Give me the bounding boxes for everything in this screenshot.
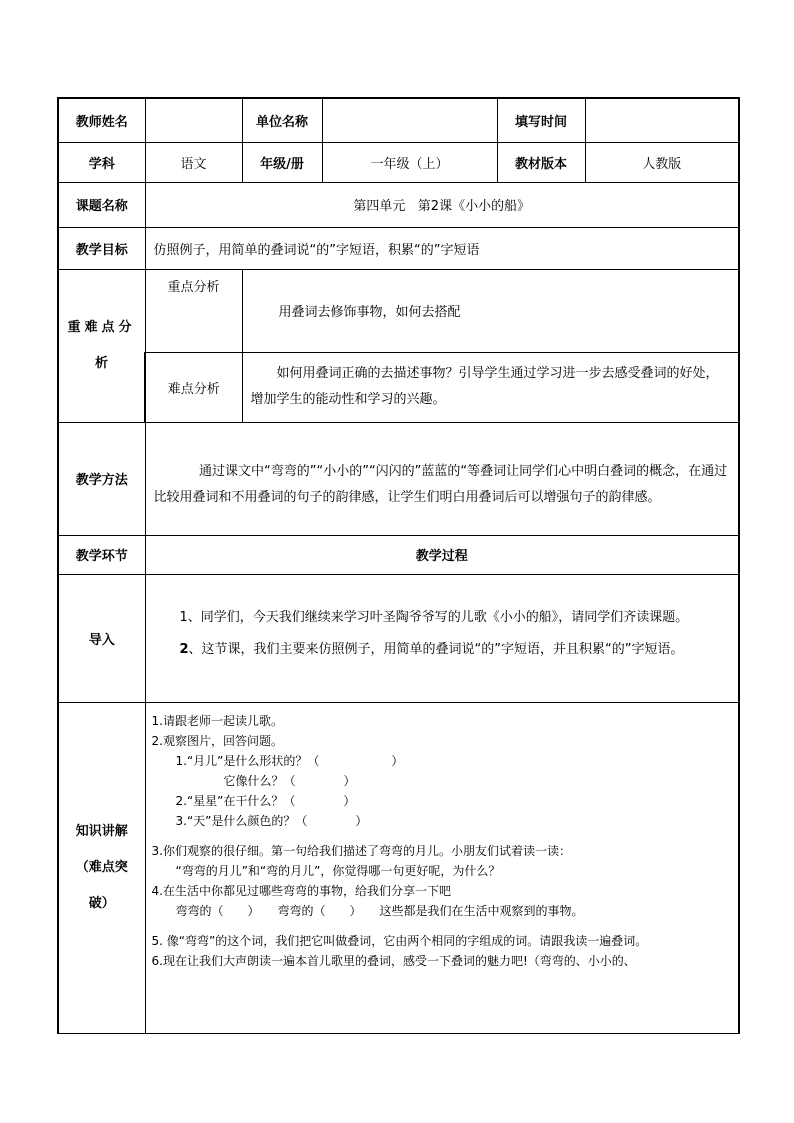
fill-date-field[interactable]	[585, 98, 739, 142]
unit-name-label: 单位名称	[242, 98, 322, 142]
info-row	[58, 142, 739, 182]
knowledge-line: 5. 像“弯弯”的这个词，我们把它叫做叠词，它由两个相同的字组成的词。请跟我读一遍叠词。	[151, 933, 648, 948]
topic-row	[58, 182, 739, 227]
hard-point-value: 如何用叠词正确的去描述事物？引导学生通过学习进一步去感受叠词的好处，增加学生的能动性和学习的兴趣。	[242, 352, 739, 422]
knowledge-line: 弯弯的（ ） 弯弯的（ ） 这些都是我们在生活中观察到的事物。	[151, 903, 584, 918]
knowledge-line: 它像什么？（ ）	[151, 773, 356, 788]
subject-value: 语文	[145, 142, 242, 182]
method-row	[58, 422, 739, 535]
knowledge-line: 1.“月儿”是什么形状的？（ ）	[151, 753, 404, 768]
hard-point-row	[58, 352, 739, 422]
intro-paragraph-2-number: 2	[179, 642, 189, 657]
intro-paragraph-1: 1、同学们，今天我们继续来学习叶圣陶爷爷写的儿歌《小小的船》，请同学们齐读课题。	[179, 610, 689, 625]
intro-paragraph-2-text: 、这节课，我们主要来仿照例子，用简单的叠词说“的”字短语，并且积累“的”字短语。	[188, 642, 684, 657]
intro-row	[58, 574, 739, 702]
subject-label: 学科	[58, 142, 145, 182]
edition-label: 教材版本	[497, 142, 585, 182]
unit-name-field[interactable]	[322, 98, 497, 142]
goal-row	[58, 227, 739, 269]
knowledge-line: 4.在生活中你都见过哪些弯弯的事物，给我们分享一下吧	[151, 883, 451, 898]
intro-content	[145, 574, 739, 702]
key-point-row	[58, 269, 739, 352]
knowledge-spacer	[152, 831, 733, 841]
lesson-plan-table	[57, 97, 740, 1034]
grade-value: 一年级（上）	[322, 142, 497, 182]
edition-value: 人教版	[585, 142, 739, 182]
difficulty-label-line-2: 析	[94, 355, 108, 371]
knowledge-line: 3.你们观察的很仔细。第一句给我们描述了弯弯的月儿。小朋友们试着读一读：	[151, 843, 571, 858]
difficulty-label-line-1: 重难点分	[67, 319, 136, 335]
topic-label: 课题名称	[58, 182, 145, 227]
knowledge-spacer	[152, 921, 733, 931]
knowledge-label-line-2: （难点突	[75, 859, 128, 875]
topic-value: 第四单元 第2课《小小的船》	[145, 182, 739, 227]
teacher-name-field[interactable]	[145, 98, 242, 142]
method-value: 通过课文中“弯弯的”“小小的”“闪闪的”蓝蓝的“等叠词让同学们心中明白叠词的概念，在通过比较用叠词和不用叠词的句子的韵律感，让学生们明白用叠词后可以增强句子的韵律感。	[145, 422, 739, 535]
knowledge-row	[58, 702, 739, 1033]
grade-label: 年级/册	[242, 142, 322, 182]
knowledge-line: 2.“星星”在干什么？（ ）	[151, 793, 356, 808]
knowledge-line: 6.现在让我们大声朗读一遍本首儿歌里的叠词，感受一下叠词的魅力吧!（弯弯的、小小的、	[151, 953, 636, 968]
knowledge-line: 2.观察图片，回答问题。	[151, 733, 283, 748]
intro-paragraph-2	[154, 638, 731, 662]
fill-date-label: 填写时间	[497, 98, 585, 142]
knowledge-line: 1.请跟老师一起读儿歌。	[151, 713, 283, 728]
knowledge-label-line-1: 知识讲解	[75, 823, 128, 839]
knowledge-label-line-3: 破）	[88, 895, 115, 911]
teacher-name-label: 教师姓名	[58, 98, 145, 142]
knowledge-label	[58, 702, 145, 1033]
difficulty-analysis-label	[58, 269, 145, 422]
hard-point-label: 难点分析	[145, 352, 242, 422]
goal-label: 教学目标	[58, 227, 145, 269]
header-row	[58, 98, 739, 142]
key-point-value: 用叠词去修饰事物，如何去搭配	[242, 269, 739, 352]
intro-label: 导入	[58, 574, 145, 702]
process-header-row	[58, 535, 739, 574]
knowledge-line: 3.“天”是什么颜色的？（ ）	[151, 813, 368, 828]
process-stage-label: 教学环节	[58, 535, 145, 574]
knowledge-content	[145, 702, 739, 1033]
knowledge-line: “弯弯的月儿”和“弯的月儿”，你觉得哪一句更好呢，为什么？	[151, 863, 501, 878]
process-title: 教学过程	[145, 535, 739, 574]
goal-value: 仿照例子，用简单的叠词说“的”字短语，积累“的”字短语	[145, 227, 739, 269]
method-label: 教学方法	[58, 422, 145, 535]
key-point-label: 重点分析	[145, 269, 242, 352]
